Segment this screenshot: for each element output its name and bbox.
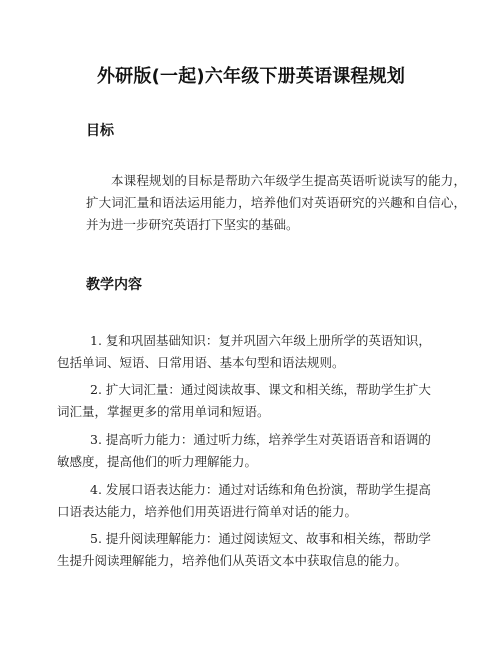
list-item-line: 4. 发展口语表达能力：通过对话练和角色扮演，帮助学生提高: [90, 482, 431, 497]
content-list-item: [57, 330, 466, 374]
list-item-line: 生提升阅读理解能力，培养他们从英语文本中获取信息的能力。: [57, 553, 408, 568]
goal-paragraph: 本课程规划的目标是帮助六年级学生提高英语听说读写的能力，扩大词汇量和语法运用能力，培养他们对英语研究的兴趣和自信心，并为进一步研究英语打下坚实的基础。: [86, 173, 466, 232]
content-list-item: [57, 429, 466, 473]
list-item-line: 2. 扩大词汇量：通过阅读故事、课文和相关练，帮助学生扩大: [90, 382, 431, 397]
list-item-line: 口语表达能力，培养他们用英语进行简单对话的能力。: [57, 504, 358, 519]
section-heading-goal: 目标: [86, 123, 114, 139]
content-list-item: [57, 528, 466, 572]
page-title: 外研版(一起)六年级下册英语课程规划: [96, 66, 406, 87]
list-item-line: 词汇量，掌握更多的常用单词和短语。: [57, 404, 270, 419]
content-list-item: [57, 479, 466, 523]
list-item-line: 5. 提升阅读理解能力：通过阅读短文、故事和相关练，帮助学: [90, 531, 431, 546]
list-item-line: 包括单词、短语、日常用语、基本句型和语法规则。: [57, 355, 345, 370]
list-item-line: 1. 复和巩固基础知识：复并巩固六年级上册所学的英语知识，: [90, 333, 431, 348]
content-list-item: [57, 379, 466, 423]
list-item-line: 敏感度，提高他们的听力理解能力。: [57, 454, 258, 469]
section-heading-content: 教学内容: [86, 277, 142, 293]
list-item-line: 3. 提高听力能力：通过听力练，培养学生对英语语音和语调的: [90, 432, 431, 447]
